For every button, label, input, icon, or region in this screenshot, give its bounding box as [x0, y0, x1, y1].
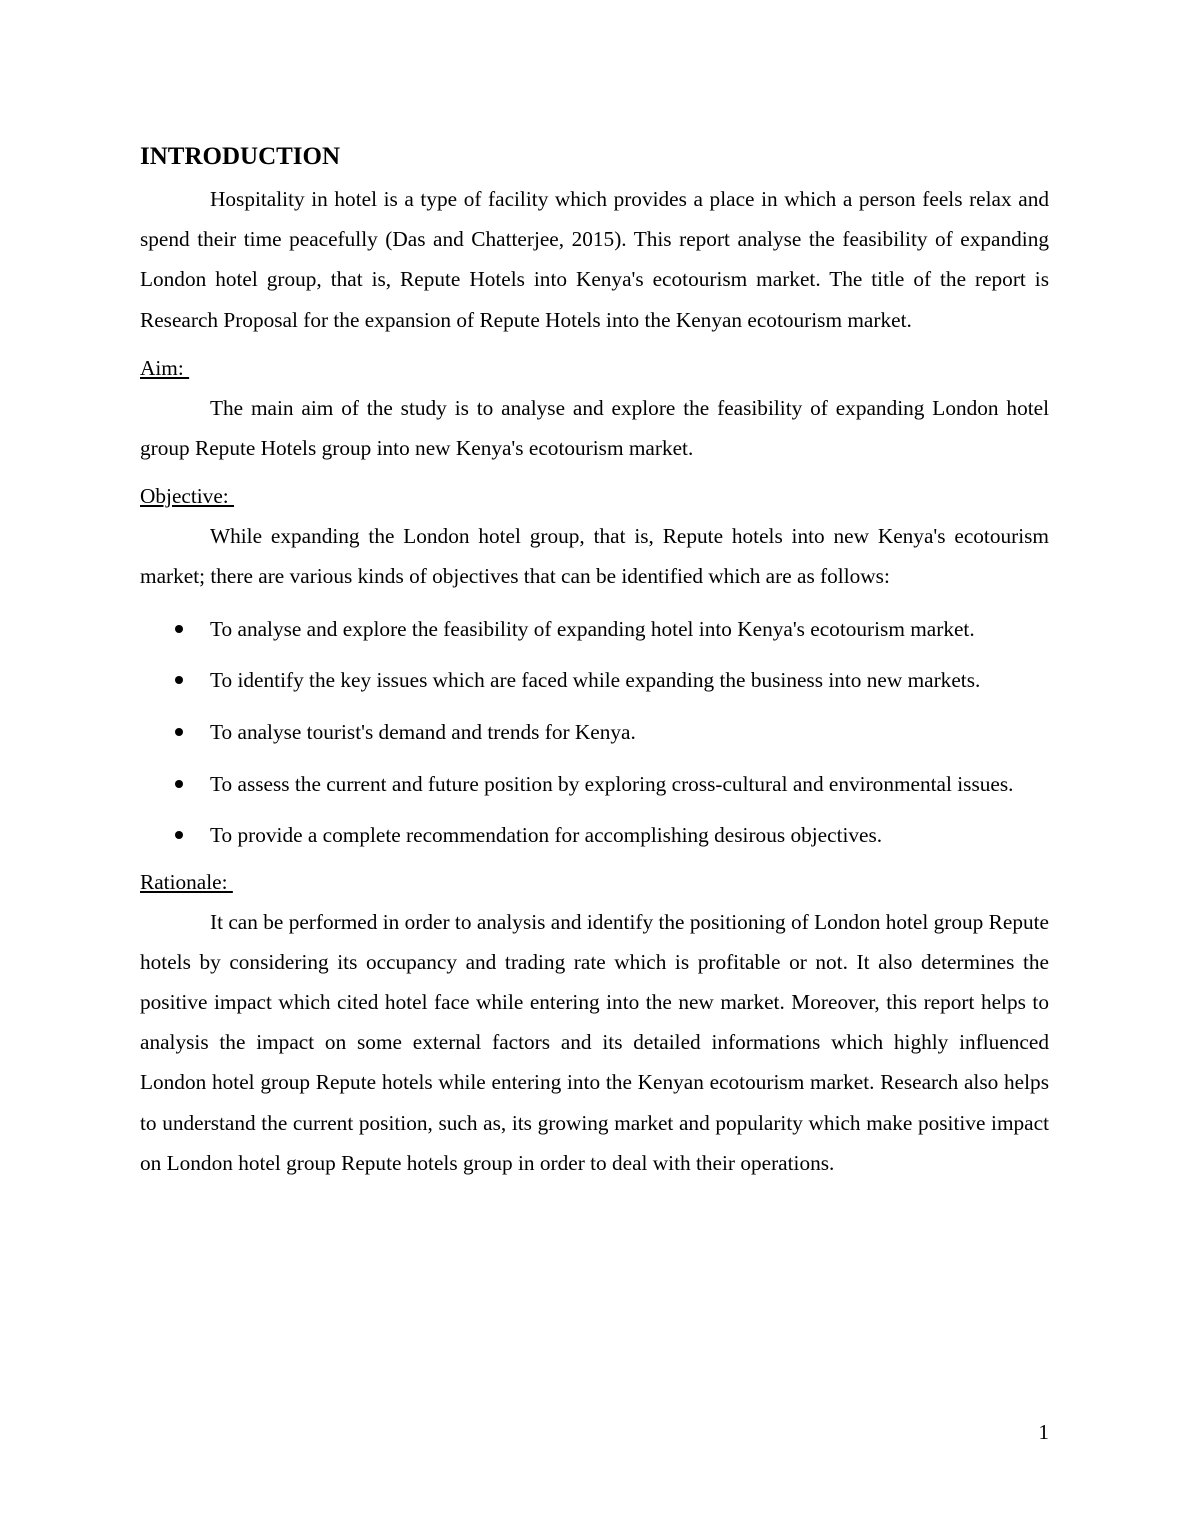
- list-item-text: To analyse tourist's demand and trends for Kenya.: [210, 720, 636, 745]
- aim-paragraph: The main aim of the study is to analyse and explore the feasibility of expanding London hotel group Repute Hotels group into new Kenya's ecotourism market.: [140, 395, 1049, 461]
- list-item-text: To provide a complete recommendation for accomplishing desirous objectives.: [210, 823, 883, 848]
- bullet-icon: [175, 728, 183, 736]
- aim-label: Aim:: [140, 355, 190, 380]
- bullet-icon: [175, 780, 183, 788]
- page-title: INTRODUCTION: [140, 143, 341, 170]
- bullet-icon: [175, 625, 183, 633]
- objective-label: Objective:: [140, 484, 235, 509]
- rationale-paragraph: It can be performed in order to analysis and identify the positioning of London hotel group Repute hotels by considering its occupancy and trading rate which is profitable or not. It also determines the positive impact which cited hotel face while entering into the new market. Moreover, this report helps to analysis the impact on some external factors and its detailed informations which highly influenced London hotel group Repute hotels while entering into the Kenyan ecotourism market. Research also helps to understand the current position, such as, its growing market and popularity which make positive impact on London hotel group Repute hotels group in order to deal with their operations.: [140, 909, 1049, 1175]
- list-item: [140, 609, 1049, 649]
- list-item-text: To analyse and explore the feasibility of expanding hotel into Kenya's ecotourism market.: [210, 616, 975, 641]
- bullet-icon: [175, 831, 183, 839]
- list-item: [140, 660, 1049, 700]
- rationale-label: Rationale:: [140, 869, 233, 894]
- objectives-list: [140, 609, 1049, 856]
- list-item: [140, 815, 1049, 855]
- objective-paragraph: While expanding the London hotel group, that is, Repute hotels into new Kenya's ecotourism market; there are various kinds of objectives that can be identified which are as follows:: [140, 524, 1049, 589]
- document-page: [140, 140, 1049, 1183]
- bullet-icon: [175, 676, 183, 684]
- list-item-text: To identify the key issues which are faced while expanding the business into new markets.: [210, 668, 981, 693]
- list-item: [140, 712, 1049, 752]
- intro-paragraph: Hospitality in hotel is a type of facility which provides a place in which a person feels relax and spend their time peacefully (Das and Chatterjee, 2015). This report analyse the feasibility of expanding London hotel group, that is, Repute Hotels into Kenya's ecotourism market. The title of the report is Research Proposal for the expansion of Repute Hotels into the Kenyan ecotourism market.: [140, 187, 1049, 332]
- page-number: 1: [1038, 1420, 1049, 1444]
- list-item: [140, 764, 1049, 804]
- list-item-text: To assess the current and future position by exploring cross-cultural and environmental issues.: [210, 771, 1014, 796]
